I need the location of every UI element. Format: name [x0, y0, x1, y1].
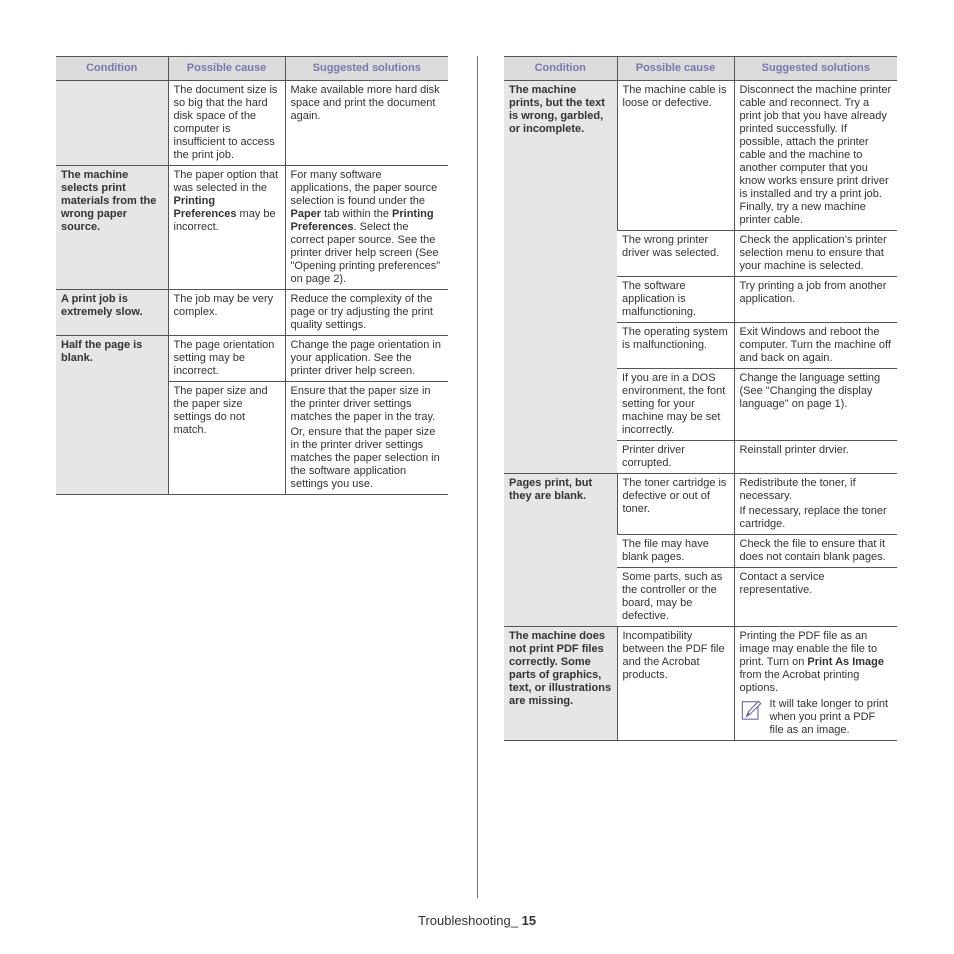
- solution-cell: Check the application’s printer selection menu to ensure that your machine is selected.: [734, 231, 897, 277]
- condition-cell: The machine selects print materials from the wrong paper source.: [56, 166, 168, 290]
- condition-cell: Half the page is blank.: [56, 336, 168, 382]
- condition-cell: Pages print, but they are blank.: [504, 474, 617, 627]
- note-pencil-icon: [740, 699, 764, 721]
- table-header-row: [504, 57, 897, 81]
- cause-cell: The page orientation setting may be incorrect.: [168, 336, 285, 382]
- header-suggested-solutions: Suggested solutions: [734, 57, 897, 81]
- condition-cell: [56, 382, 168, 495]
- solution-cell: Try printing a job from another application.: [734, 277, 897, 323]
- solution-cell: Exit Windows and reboot the computer. Turn the machine off and back on again.: [734, 323, 897, 369]
- cause-cell: The software application is malfunctioning.: [617, 277, 734, 323]
- footer-section: Troubleshooting_: [418, 913, 522, 928]
- cause-cell: The machine cable is loose or defective.: [617, 81, 734, 231]
- solution-cell: Ensure that the paper size in the printer driver settings matches the paper in the tray. Or, ensure that the paper size in the printer driver settings matches the paper selection in the software application settings you use.: [285, 382, 448, 495]
- table-row: [56, 166, 448, 290]
- note-text: It will take longer to print when you print a PDF file as an image.: [769, 698, 889, 736]
- solution-cell: Redistribute the toner, if necessary. If necessary, replace the toner cartridge.: [734, 474, 897, 535]
- right-troubleshooting-table: [504, 56, 897, 741]
- cause-cell: Some parts, such as the controller or the board, may be defective.: [617, 568, 734, 627]
- solution-cell: Disconnect the machine printer cable and reconnect. Try a print job that you have already printed successfully. If possible, attach the printer cable and the machine to another computer that you know works ensure print driver is installed and try a print job. Finally, try a new machine printer cable.: [734, 81, 897, 231]
- cause-cell: If you are in a DOS environment, the font setting for your machine may be set incorrectly.: [617, 369, 734, 441]
- solution-cell: Make available more hard disk space and print the document again.: [285, 81, 448, 166]
- header-possible-cause: Possible cause: [168, 57, 285, 81]
- table-row: [56, 336, 448, 382]
- cause-cell: The wrong printer driver was selected.: [617, 231, 734, 277]
- solution-cell: Reinstall printer drvier.: [734, 441, 897, 474]
- cause-cell: The document size is so big that the hard disk space of the computer is insufficient to access the print job.: [168, 81, 285, 166]
- cause-cell: The toner cartridge is defective or out of toner.: [617, 474, 734, 535]
- cause-cell: The paper size and the paper size settings do not match.: [168, 382, 285, 495]
- cause-cell: The job may be very complex.: [168, 290, 285, 336]
- condition-cell: The machine prints, but the text is wrong, garbled, or incomplete.: [504, 81, 617, 474]
- table-row: [56, 382, 448, 495]
- cause-cell: The operating system is malfunctioning.: [617, 323, 734, 369]
- solution-cell: Printing the PDF file as an image may enable the file to print. Turn on Print As Image from the Acrobat printing options. It will take longer to print when you print a PDF file as an image.: [734, 627, 897, 741]
- page-footer: [418, 914, 536, 927]
- cause-cell: The paper option that was selected in the Printing Preferences may be incorrect.: [168, 166, 285, 290]
- cause-cell: The file may have blank pages.: [617, 535, 734, 568]
- page-number: 15: [521, 913, 537, 928]
- table-row: [56, 290, 448, 336]
- cause-cell: Printer driver corrupted.: [617, 441, 734, 474]
- solution-cell: Reduce the complexity of the page or try adjusting the print quality settings.: [285, 290, 448, 336]
- condition-cell: The machine does not print PDF files correctly. Some parts of graphics, text, or illustrations are missing.: [504, 627, 617, 741]
- solution-cell: For many software applications, the paper source selection is found under the Paper tab within the Printing Preferences. Select the correct paper source. See the printer driver help screen (See "Opening printing preferences" on page 2).: [285, 166, 448, 290]
- condition-cell: [56, 81, 168, 166]
- solution-cell: Check the file to ensure that it does not contain blank pages.: [734, 535, 897, 568]
- table-row: [56, 81, 448, 166]
- condition-cell: A print job is extremely slow.: [56, 290, 168, 336]
- header-possible-cause: Possible cause: [617, 57, 734, 81]
- table-row: [504, 81, 897, 231]
- left-troubleshooting-table: [56, 56, 448, 495]
- solution-cell: Change the language setting (See "Changing the display language" on page 1).: [734, 369, 897, 441]
- column-divider: [477, 56, 478, 898]
- note-box: [740, 698, 893, 737]
- solution-cell: Contact a service representative.: [734, 568, 897, 627]
- header-suggested-solutions: Suggested solutions: [285, 57, 448, 81]
- solution-cell: Change the page orientation in your application. See the printer driver help screen.: [285, 336, 448, 382]
- header-condition: Condition: [504, 57, 617, 81]
- table-row: [504, 474, 897, 535]
- cause-cell: Incompatibility between the PDF file and the Acrobat products.: [617, 627, 734, 741]
- table-header-row: [56, 57, 448, 81]
- header-condition: Condition: [56, 57, 168, 81]
- table-row: [504, 627, 897, 741]
